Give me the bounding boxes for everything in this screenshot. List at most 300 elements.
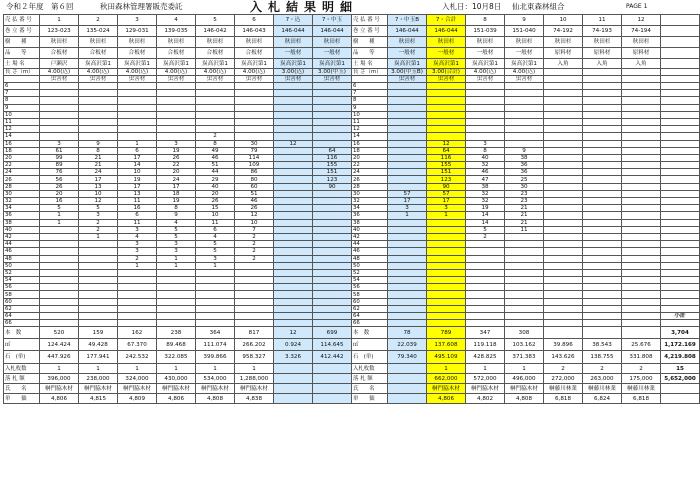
- diameter-26-cell: 24: [157, 176, 196, 183]
- winner-cell: 榊門脇木材: [427, 384, 466, 394]
- diameter-44-cell: 2: [235, 241, 274, 248]
- pest-cell: 虫害材: [388, 76, 427, 83]
- diameter-7-cell: [118, 90, 157, 97]
- diameter-42-row: [4, 233, 700, 240]
- volume-m3-cell: 137.608: [427, 339, 466, 351]
- diameter-60-cell: [427, 298, 466, 305]
- diameter-52-label: 52: [4, 269, 40, 276]
- diameter-16-label: 16: [4, 140, 40, 147]
- diameter-8-row: [4, 97, 700, 104]
- diameter-24-cell: [388, 169, 427, 176]
- volume-m3-cell: 49.428: [79, 339, 118, 351]
- plot-cell: 炭高沢第1: [79, 59, 118, 69]
- grade-cell: 合板材: [196, 48, 235, 59]
- stand-no-cell: 74-194: [622, 26, 661, 37]
- price-cell: 263,000: [583, 374, 622, 384]
- diameter-46-cell: 3: [157, 248, 196, 255]
- diameter-32-cell: 16: [40, 198, 79, 205]
- diameter-20-cell: 116: [313, 154, 352, 161]
- diameter-6-cell: [388, 83, 427, 90]
- diameter-56-cell: [196, 284, 235, 291]
- sale-no-cell: 7・合計: [427, 15, 466, 26]
- diameter-50-cell: [622, 262, 661, 269]
- bid-date: 入札日：10月8日: [442, 2, 502, 11]
- diameter-36-cell: 14: [466, 212, 505, 219]
- diameter-18-cell: 6: [118, 147, 157, 154]
- bidders-cell: 1: [235, 364, 274, 374]
- diameter-56-label-right: 56: [352, 284, 388, 291]
- grade-cell: 一般材: [313, 48, 352, 59]
- diameter-40-cell: [583, 226, 622, 233]
- diameter-26-cell: 25: [505, 176, 544, 183]
- diameter-42-cell: [274, 233, 313, 240]
- diameter-40-cell: 5: [157, 226, 196, 233]
- diameter-40-cell: [427, 226, 466, 233]
- diameter-34-cell: [661, 205, 700, 212]
- diameter-40-cell: 3: [118, 226, 157, 233]
- plot-cell: 炭高沢第1: [118, 59, 157, 69]
- diameter-10-cell: [118, 111, 157, 118]
- diameter-8-cell: [40, 97, 79, 104]
- diameter-34-cell: [583, 205, 622, 212]
- winner-cell: [313, 384, 352, 394]
- diameter-38-cell: 11: [196, 219, 235, 226]
- diameter-28-cell: 90: [313, 183, 352, 190]
- unit-price-cell: 4,806: [157, 394, 196, 404]
- diameter-26-cell: 19: [118, 176, 157, 183]
- diameter-66-cell: [544, 320, 583, 327]
- diameter-50-label: 50: [4, 262, 40, 269]
- diameter-36-cell: 9: [157, 212, 196, 219]
- diameter-34-cell: 21: [505, 205, 544, 212]
- diameter-18-cell: 64: [313, 147, 352, 154]
- diameter-30-cell: [661, 190, 700, 197]
- diameter-34-cell: 8: [157, 205, 196, 212]
- diameter-11-cell: [427, 118, 466, 125]
- diameter-48-cell: [274, 255, 313, 262]
- diameter-60-label-right: 60: [352, 298, 388, 305]
- diameter-64-cell: [544, 313, 583, 320]
- plot-cell: 炭高沢第1: [274, 59, 313, 69]
- diameter-11-cell: [196, 118, 235, 125]
- diameter-38-cell: [313, 219, 352, 226]
- diameter-10-row: [4, 111, 700, 118]
- diameter-30-cell: [583, 190, 622, 197]
- volume-m3-row: [4, 339, 700, 351]
- diameter-22-cell: [622, 162, 661, 169]
- stand-no-cell: 139-035: [157, 26, 196, 37]
- species-cell: 秋田杉: [622, 37, 661, 48]
- diameter-42-cell: 2: [466, 233, 505, 240]
- diameter-22-cell: 22: [157, 162, 196, 169]
- volume-koku-cell: 177.941: [79, 351, 118, 364]
- plot-cell: 入角: [583, 59, 622, 69]
- diameter-16-cell: [583, 140, 622, 147]
- diameter-14-cell: [583, 133, 622, 140]
- winner-cell: [388, 384, 427, 394]
- unit-price-cell: 4,809: [118, 394, 157, 404]
- diameter-44-cell: [466, 241, 505, 248]
- diameter-36-cell: 1: [40, 212, 79, 219]
- diameter-26-cell: [544, 176, 583, 183]
- diameter-20-label-right: 20: [352, 154, 388, 161]
- diameter-66-cell: [79, 320, 118, 327]
- stand-no-label: 巻 立 番 号: [4, 26, 40, 37]
- diameter-44-cell: [622, 241, 661, 248]
- diameter-6-cell: [196, 83, 235, 90]
- diameter-48-cell: [505, 255, 544, 262]
- diameter-16-cell: 3: [40, 140, 79, 147]
- bidders-cell: 1: [427, 364, 466, 374]
- diameter-38-cell: [274, 219, 313, 226]
- diameter-11-cell: [79, 118, 118, 125]
- diameter-54-cell: [274, 277, 313, 284]
- diameter-16-row: [4, 140, 700, 147]
- grade-label-right: 品 等: [352, 48, 388, 59]
- diameter-32-cell: 26: [196, 198, 235, 205]
- sale-no-cell: 11: [583, 15, 622, 26]
- diameter-24-label: 24: [4, 169, 40, 176]
- diameter-18-cell: 9: [505, 147, 544, 154]
- diameter-30-label: 30: [4, 190, 40, 197]
- diameter-66-cell: [274, 320, 313, 327]
- diameter-58-cell: [196, 291, 235, 298]
- diameter-34-cell: [274, 205, 313, 212]
- diameter-64-cell: [388, 313, 427, 320]
- diameter-20-cell: [544, 154, 583, 161]
- winner-cell: 榊藤川林業: [583, 384, 622, 394]
- plot-cell: 炭高沢第1: [466, 59, 505, 69]
- diameter-6-cell: [505, 83, 544, 90]
- species-cell: 秋田杉: [118, 37, 157, 48]
- diameter-11-cell: [313, 118, 352, 125]
- pest-cell: 虫害材: [427, 76, 466, 83]
- diameter-24-cell: 86: [235, 169, 274, 176]
- diameter-26-cell: [622, 176, 661, 183]
- count-cell: 12: [274, 327, 313, 339]
- price-cell: 272,000: [544, 374, 583, 384]
- diameter-18-cell: [274, 147, 313, 154]
- diameter-30-row: [4, 190, 700, 197]
- count-cell: 520: [40, 327, 79, 339]
- plot-cell: 炭高沢第1: [388, 59, 427, 69]
- diameter-42-cell: 4: [196, 233, 235, 240]
- organization: 秋田森林管理署販売委託: [100, 2, 183, 11]
- diameter-12-cell: [40, 126, 79, 133]
- sale-no-cell: 8: [466, 15, 505, 26]
- diameter-6-cell: [40, 83, 79, 90]
- diameter-40-cell: [622, 226, 661, 233]
- volume-koku-cell: 371.383: [505, 351, 544, 364]
- diameter-12-cell: [427, 126, 466, 133]
- diameter-54-cell: [427, 277, 466, 284]
- diameter-16-cell: [544, 140, 583, 147]
- diameter-28-cell: 38: [466, 183, 505, 190]
- diameter-6-cell: [661, 83, 700, 90]
- diameter-26-cell: 29: [196, 176, 235, 183]
- diameter-6-label-right: 6: [352, 83, 388, 90]
- diameter-7-cell: [583, 90, 622, 97]
- plot-cell: 戸瀬沢: [40, 59, 79, 69]
- bidders-cell: 1: [466, 364, 505, 374]
- volume-koku-row: [4, 351, 700, 364]
- diameter-38-cell: 21: [505, 219, 544, 226]
- grade-cell: 一般材: [427, 48, 466, 59]
- diameter-12-cell: [583, 126, 622, 133]
- price-row: [4, 374, 700, 384]
- winner-cell: [274, 384, 313, 394]
- diameter-30-cell: 20: [196, 190, 235, 197]
- diameter-40-cell: [388, 226, 427, 233]
- diameter-54-cell: [313, 277, 352, 284]
- diameter-9-cell: [505, 104, 544, 111]
- diameter-58-row: [4, 291, 700, 298]
- stand-no-cell: 74-192: [544, 26, 583, 37]
- diameter-36-cell: [661, 212, 700, 219]
- diameter-64-cell: [466, 313, 505, 320]
- diameter-24-cell: [274, 169, 313, 176]
- pest-label-right: [352, 76, 388, 83]
- diameter-11-cell: [661, 118, 700, 125]
- diameter-34-cell: 3: [388, 205, 427, 212]
- diameter-8-cell: [661, 97, 700, 104]
- unit-price-cell: [661, 394, 700, 404]
- plot-cell: 炭高沢第1: [313, 59, 352, 69]
- diameter-60-cell: [118, 298, 157, 305]
- diameter-56-cell: [274, 284, 313, 291]
- stand-no-cell: 123-023: [40, 26, 79, 37]
- length-cell: 4.00(込): [118, 69, 157, 76]
- diameter-50-cell: [544, 262, 583, 269]
- diameter-42-cell: 1: [79, 233, 118, 240]
- diameter-8-label-right: 8: [352, 97, 388, 104]
- stand-no-cell: 74-193: [583, 26, 622, 37]
- length-cell: 4.00(込): [505, 69, 544, 76]
- diameter-36-label-right: 36: [352, 212, 388, 219]
- diameter-44-cell: [661, 241, 700, 248]
- diameter-56-cell: [79, 284, 118, 291]
- diameter-9-cell: [40, 104, 79, 111]
- price-cell: 396,000: [40, 374, 79, 384]
- diameter-8-cell: [157, 97, 196, 104]
- stand-no-cell: 146-044: [274, 26, 313, 37]
- stand-no-cell: 146-044: [427, 26, 466, 37]
- diameter-42-cell: 4: [118, 233, 157, 240]
- price-cell: 238,000: [79, 374, 118, 384]
- diameter-22-cell: [544, 162, 583, 169]
- diameter-32-cell: 17: [427, 198, 466, 205]
- pest-cell: 虫害材: [505, 76, 544, 83]
- diameter-60-cell: [583, 298, 622, 305]
- diameter-24-cell: [661, 169, 700, 176]
- diameter-56-cell: [583, 284, 622, 291]
- diameter-16-cell: 9: [79, 140, 118, 147]
- diameter-62-label-right: 62: [352, 305, 388, 312]
- diameter-40-cell: [313, 226, 352, 233]
- sale-no-cell: 4: [157, 15, 196, 26]
- diameter-48-cell: [388, 255, 427, 262]
- species-cell: 秋田杉: [157, 37, 196, 48]
- diameter-11-cell: [118, 118, 157, 125]
- diameter-66-cell: [622, 320, 661, 327]
- diameter-60-cell: [388, 298, 427, 305]
- diameter-44-cell: [274, 241, 313, 248]
- diameter-10-cell: [661, 111, 700, 118]
- diameter-10-cell: [544, 111, 583, 118]
- diameter-46-cell: [466, 248, 505, 255]
- price-label-right: 落 札 額: [352, 374, 388, 384]
- diameter-6-cell: [544, 83, 583, 90]
- sale-no-cell: 6: [235, 15, 274, 26]
- diameter-9-cell: [79, 104, 118, 111]
- diameter-52-cell: [235, 269, 274, 276]
- diameter-48-cell: [313, 255, 352, 262]
- diameter-44-label: 44: [4, 241, 40, 248]
- pest-cell: [544, 76, 583, 83]
- diameter-54-cell: [235, 277, 274, 284]
- diameter-58-cell: [313, 291, 352, 298]
- diameter-32-label: 32: [4, 198, 40, 205]
- diameter-64-cell: [40, 313, 79, 320]
- diameter-6-cell: [583, 83, 622, 90]
- diameter-34-cell: 5: [79, 205, 118, 212]
- diameter-20-cell: 21: [79, 154, 118, 161]
- diameter-40-label-right: 40: [352, 226, 388, 233]
- diameter-20-cell: 40: [466, 154, 505, 161]
- diameter-62-cell: [622, 305, 661, 312]
- diameter-66-cell: [118, 320, 157, 327]
- count-cell: 78: [388, 327, 427, 339]
- diameter-42-cell: [313, 233, 352, 240]
- diameter-66-cell: [466, 320, 505, 327]
- diameter-14-cell: [235, 133, 274, 140]
- diameter-10-cell: [622, 111, 661, 118]
- diameter-20-cell: 26: [157, 154, 196, 161]
- diameter-48-label-right: 48: [352, 255, 388, 262]
- diameter-56-label: 56: [4, 284, 40, 291]
- diameter-36-cell: 1: [388, 212, 427, 219]
- diameter-64-row: [4, 313, 700, 320]
- bidders-cell: 1: [157, 364, 196, 374]
- diameter-12-cell: [118, 126, 157, 133]
- diameter-44-cell: 3: [118, 241, 157, 248]
- diameter-52-label-right: 52: [352, 269, 388, 276]
- plot-label: 土 場 名: [4, 59, 40, 69]
- plot-cell: 炭高沢第1: [157, 59, 196, 69]
- plot-label-right: 土 場 名: [352, 59, 388, 69]
- diameter-24-cell: 44: [196, 169, 235, 176]
- diameter-32-cell: 23: [505, 198, 544, 205]
- diameter-26-cell: 17: [79, 176, 118, 183]
- diameter-8-cell: [388, 97, 427, 104]
- volume-m3-cell: 38.543: [583, 339, 622, 351]
- diameter-18-cell: 79: [235, 147, 274, 154]
- unit-price-cell: 4,806: [427, 394, 466, 404]
- diameter-7-cell: [544, 90, 583, 97]
- volume-koku-cell: 495.109: [427, 351, 466, 364]
- winner-cell: 榊門脇木材: [40, 384, 79, 394]
- diameter-14-cell: 2: [196, 133, 235, 140]
- diameter-42-cell: [427, 233, 466, 240]
- count-label-right: 本 数: [352, 327, 388, 339]
- diameter-7-cell: [274, 90, 313, 97]
- species-cell: 秋田杉: [274, 37, 313, 48]
- species-cell: 秋田杉: [583, 37, 622, 48]
- diameter-56-cell: [505, 284, 544, 291]
- diameter-12-cell: [388, 126, 427, 133]
- diameter-26-cell: 47: [466, 176, 505, 183]
- diameter-28-cell: [544, 183, 583, 190]
- diameter-42-cell: [388, 233, 427, 240]
- diameter-38-cell: [622, 219, 661, 226]
- grade-cell: 合板材: [40, 48, 79, 59]
- diameter-64-cell: [274, 313, 313, 320]
- volume-m3-cell: 67.370: [118, 339, 157, 351]
- diameter-7-cell: [388, 90, 427, 97]
- diameter-66-cell: [313, 320, 352, 327]
- diameter-38-cell: [661, 219, 700, 226]
- diameter-32-cell: 32: [466, 198, 505, 205]
- diameter-58-cell: [466, 291, 505, 298]
- diameter-9-cell: [661, 104, 700, 111]
- diameter-48-cell: [622, 255, 661, 262]
- diameter-56-cell: [427, 284, 466, 291]
- pest-cell: 虫害材: [235, 76, 274, 83]
- diameter-22-label-right: 22: [352, 162, 388, 169]
- sale-no-cell: [661, 15, 700, 26]
- diameter-9-cell: [118, 104, 157, 111]
- diameter-8-cell: [274, 97, 313, 104]
- diameter-7-row: [4, 90, 700, 97]
- diameter-32-label-right: 32: [352, 198, 388, 205]
- price-label: 落 札 額: [4, 374, 40, 384]
- diameter-10-cell: [505, 111, 544, 118]
- diameter-24-cell: [622, 169, 661, 176]
- diameter-52-cell: [118, 269, 157, 276]
- diameter-46-cell: 5: [196, 248, 235, 255]
- diameter-28-cell: [388, 183, 427, 190]
- volume-m3-cell: 25.676: [622, 339, 661, 351]
- diameter-28-row: [4, 183, 700, 190]
- diameter-30-cell: 51: [235, 190, 274, 197]
- sale-no-cell: 9: [505, 15, 544, 26]
- diameter-20-row: [4, 154, 700, 161]
- diameter-34-label-right: 34: [352, 205, 388, 212]
- diameter-28-cell: 30: [505, 183, 544, 190]
- count-cell: 817: [235, 327, 274, 339]
- diameter-46-cell: [622, 248, 661, 255]
- diameter-11-cell: [40, 118, 79, 125]
- diameter-44-row: [4, 241, 700, 248]
- diameter-60-cell: [40, 298, 79, 305]
- winner-label: 氏 名: [4, 384, 40, 394]
- diameter-14-cell: [313, 133, 352, 140]
- diameter-64-cell: [235, 313, 274, 320]
- diameter-44-cell: [388, 241, 427, 248]
- diameter-48-cell: [466, 255, 505, 262]
- diameter-48-cell: [544, 255, 583, 262]
- diameter-10-cell: [79, 111, 118, 118]
- count-cell: 3,704: [661, 327, 700, 339]
- species-cell: 秋田杉: [40, 37, 79, 48]
- diameter-52-cell: [157, 269, 196, 276]
- diameter-54-cell: [466, 277, 505, 284]
- diameter-50-cell: [583, 262, 622, 269]
- grade-cell: 一般材: [274, 48, 313, 59]
- diameter-20-cell: [274, 154, 313, 161]
- species-cell: 秋田杉: [313, 37, 352, 48]
- diameter-6-cell: [313, 83, 352, 90]
